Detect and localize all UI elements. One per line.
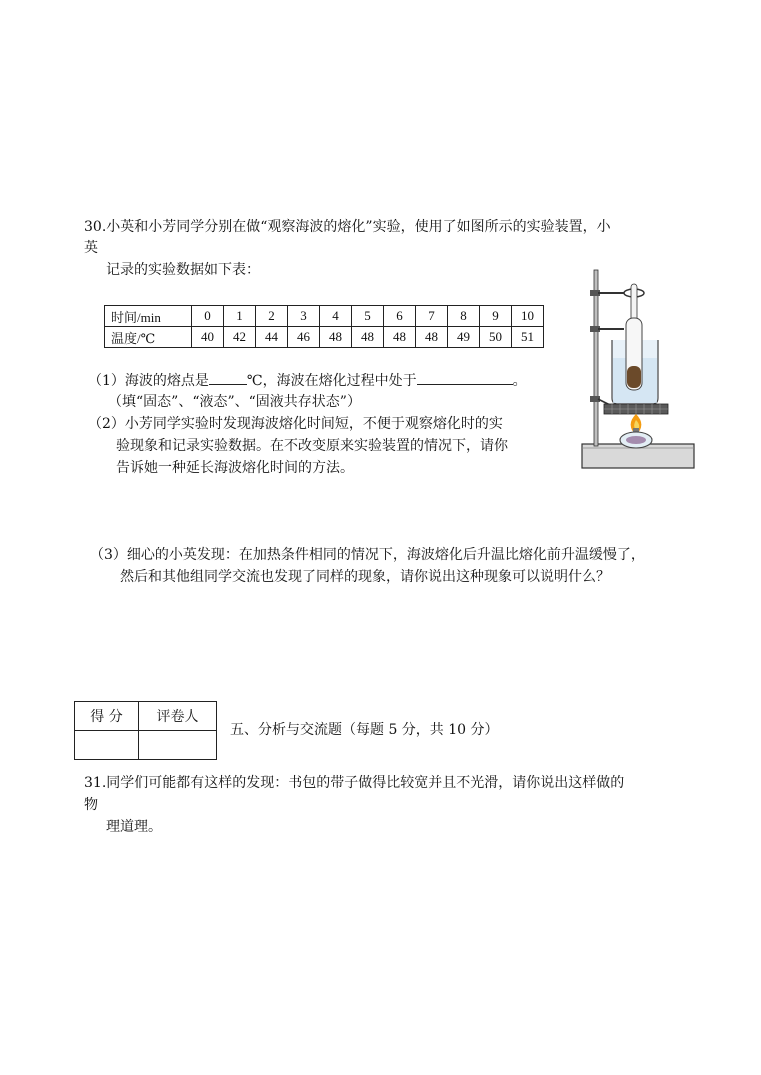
time-cell: 6 [384,306,416,327]
q30-line1: 30.小英和小芳同学分别在做“观察海波的熔化”实验，使用了如图所示的实验装置，小 [84,219,611,235]
temp-cell: 42 [224,327,256,348]
temp-cell: 51 [512,327,544,348]
temp-cell: 48 [384,327,416,348]
temp-row [105,327,544,348]
q30-line3: 记录的实验数据如下表： [106,262,260,278]
score-box [74,701,217,760]
q31-line2: 物 [84,797,98,813]
temp-cell: 44 [256,327,288,348]
q30-sub3-line1: （3）细心的小英发现：在加热条件相同的情况下，海波熔化后升温比熔化前升温缓慢了， [90,547,645,563]
grader-label: 评卷人 [139,702,217,731]
data-table [104,305,544,348]
sub1-text-b: ℃，海波在熔化过程中处于 [246,373,417,389]
section5-title: 五、分析与交流题（每题 5 分，共 10 分） [230,722,499,738]
temp-cell: 49 [448,327,480,348]
sub1-text-c: 。 [512,373,527,389]
temp-cell: 40 [192,327,224,348]
temp-cell: 48 [416,327,448,348]
temp-cell: 48 [320,327,352,348]
time-cell: 5 [352,306,384,327]
temp-header: 温度/℃ [105,327,192,348]
score-cell[interactable] [75,731,139,760]
temp-cell: 50 [480,327,512,348]
experiment-apparatus-figure [578,262,698,476]
time-cell: 7 [416,306,448,327]
melting-point-blank[interactable] [209,370,247,385]
temp-cell: 46 [288,327,320,348]
time-cell: 3 [288,306,320,327]
time-cell: 9 [480,306,512,327]
score-label: 得 分 [75,702,139,731]
time-cell: 10 [512,306,544,327]
q30-sub1 [88,370,527,391]
time-cell: 1 [224,306,256,327]
q30-sub2-line2: 验现象和记录实验数据。在不改变原来实验装置的情况下，请你 [116,438,508,454]
q30-line2: 英 [84,240,98,256]
q31-line3: 理道理。 [106,819,162,835]
time-cell: 2 [256,306,288,327]
q30-sub2-line1: （2）小芳同学实验时发现海波熔化时间短，不便于观察熔化时的实 [88,416,503,432]
q31-line1: 31.同学们可能都有这样的发现：书包的带子做得比较宽并且不光滑，请你说出这样做的 [84,775,625,791]
grader-cell[interactable] [139,731,217,760]
temp-cell: 48 [352,327,384,348]
time-cell: 0 [192,306,224,327]
q30-sub2-line3: 告诉她一种延长海波熔化时间的方法。 [116,460,354,476]
q30-sub3-line2: 然后和其他组同学交流也发现了同样的现象，请你说出这种现象可以说明什么？ [120,569,610,585]
time-cell: 8 [448,306,480,327]
time-cell: 4 [320,306,352,327]
state-blank[interactable] [417,370,513,385]
q30-sub1-hint: （填“固态”、“液态”、“固液共存状态”） [108,394,361,410]
time-row [105,306,544,327]
sub1-text-a: （1）海波的熔点是 [88,373,209,389]
time-header: 时间/min [105,306,192,327]
